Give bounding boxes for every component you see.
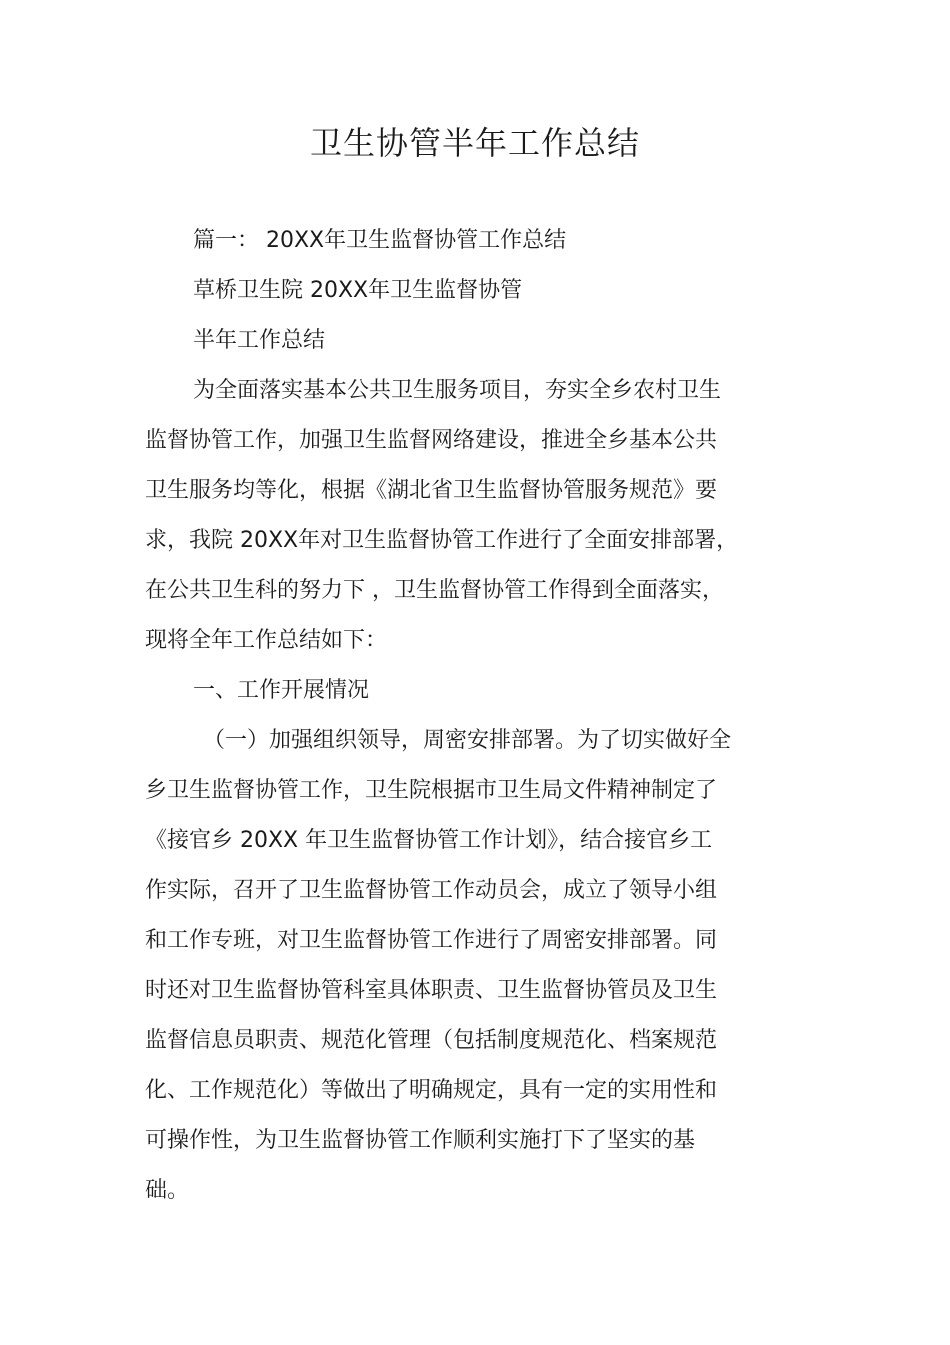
- paragraph-line: 卫生服务均等化，根据《湖北省卫生监督协管服务规范》要: [145, 478, 718, 503]
- paragraph-line: 可操作性，为卫生监督协管工作顺利实施打下了坚实的基: [145, 1128, 696, 1153]
- paragraph-line: 作实际，召开了卫生监督协管工作动员会，成立了领导小组: [145, 878, 718, 903]
- paragraph-line: 《接官乡 20XX 年卫生监督协管工作计划》，结合接官乡工: [145, 828, 713, 853]
- paragraph-line: 监督协管工作，加强卫生监督网络建设，推进全乡基本公共: [145, 428, 718, 453]
- paragraph-line: 为全面落实基本公共卫生服务项目，夯实全乡农村卫生: [193, 378, 722, 403]
- paragraph-line: （一）加强组织领导，周密安排部署。为了切实做好全: [203, 728, 732, 753]
- subtitle-line: 半年工作总结: [193, 328, 326, 353]
- paragraph-line: 化、工作规范化）等做出了明确规定，具有一定的实用性和: [145, 1078, 718, 1103]
- section-heading: 篇一： 20XX年卫生监督协管工作总结: [193, 228, 567, 253]
- subtitle-line: 草桥卫生院 20XX年卫生监督协管: [193, 278, 523, 303]
- paragraph-line: 乡卫生监督协管工作，卫生院根据市卫生局文件精神制定了: [145, 778, 718, 803]
- paragraph-line: 在公共卫生科的努力下 ，卫生监督协管工作得到全面落实，: [145, 578, 724, 603]
- section-heading: 一、工作开展情况: [193, 678, 370, 703]
- paragraph-line: 础。: [145, 1178, 190, 1203]
- page-title: 卫生协管半年工作总结: [309, 124, 640, 162]
- paragraph-line: 监督信息员职责、规范化管理（包括制度规范化、档案规范: [145, 1028, 718, 1053]
- paragraph-line: 求，我院 20XX年对卫生监督协管工作进行了全面安排部署，: [145, 528, 739, 553]
- paragraph-line: 时还对卫生监督协管科室具体职责、卫生监督协管员及卫生: [145, 978, 718, 1003]
- paragraph-line: 现将全年工作总结如下：: [145, 628, 388, 653]
- paragraph-line: 和工作专班，对卫生监督协管工作进行了周密安排部署。同: [145, 928, 718, 953]
